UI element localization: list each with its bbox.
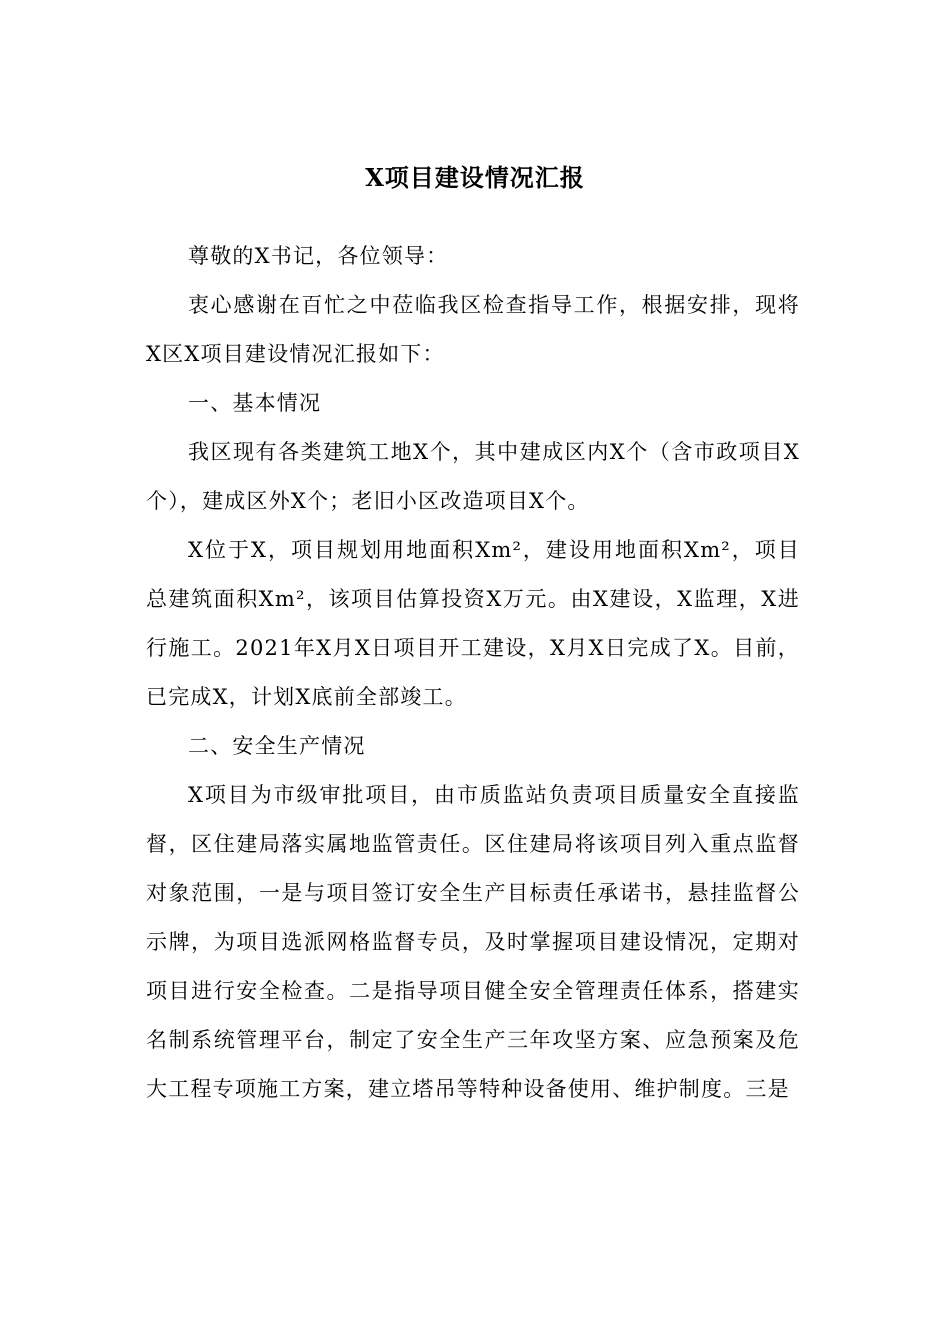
paragraph-project: X位于X，项目规划用地面积Xm²，建设用地面积Xm²，项目总建筑面积Xm²，该项目估算投资X万元。由X建设，X监理，X进行施工。2021年X月X日项目开工建设，X月X日完成了X。目前，已完成X，计划X底前全部竣工。 bbox=[146, 538, 800, 709]
section-heading-basic: 一、基本情况 bbox=[188, 391, 322, 415]
document-body bbox=[146, 232, 800, 1114]
paragraph-safety: X项目为市级审批项目，由市质监站负责项目质量安全直接监督，区住建局落实属地监管责任。区住建局将该项目列入重点监督对象范围，一是与项目签订安全生产目标责任承诺书，悬挂监督公示牌，为项目选派网格监督专员，及时掌握项目建设情况，定期对项目进行安全检查。二是指导项目健全安全管理责任体系，搭建实名制系统管理平台，制定了安全生产三年攻坚方案、应急预案及危大工程专项施工方案，建立塔吊等特种设备使用、维护制度。三是 bbox=[146, 783, 800, 1101]
document-title: X项目建设情况汇报 bbox=[365, 163, 585, 192]
section-heading-safety: 二、安全生产情况 bbox=[188, 734, 366, 758]
intro-paragraph: 衷心感谢在百忙之中莅临我区检查指导工作，根据安排，现将X区X项目建设情况汇报如下： bbox=[146, 293, 800, 366]
salutation: 尊敬的X书记，各位领导： bbox=[188, 244, 449, 268]
paragraph-sites: 我区现有各类建筑工地X个，其中建成区内X个（含市政项目X个），建成区外X个；老旧小区改造项目X个。 bbox=[146, 440, 800, 513]
